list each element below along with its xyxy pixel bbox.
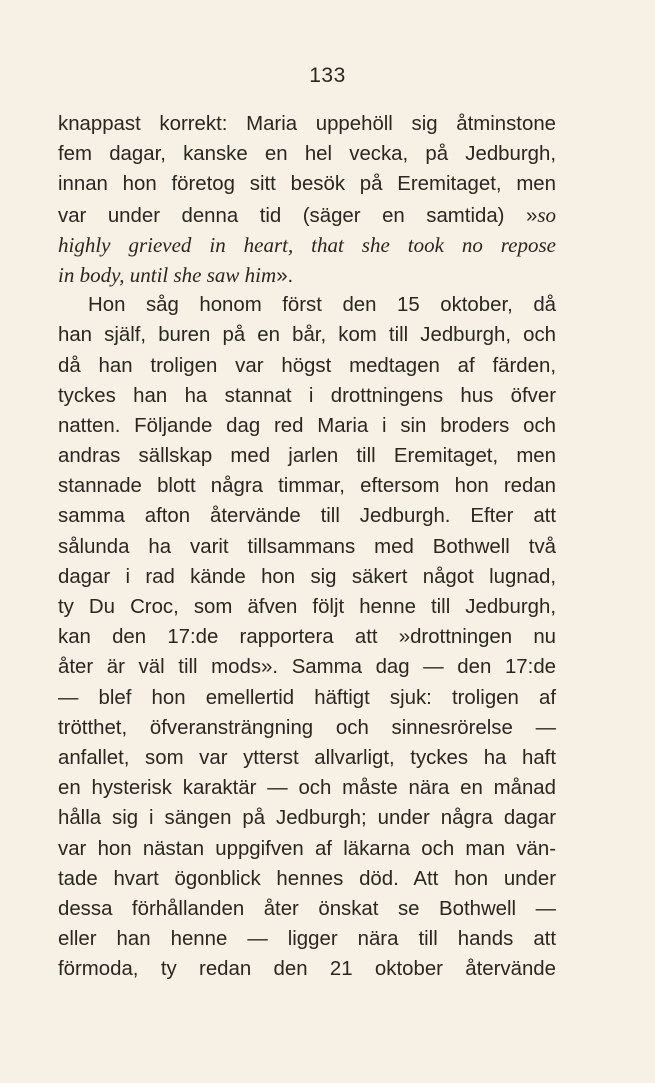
text-line: förmoda, ty redan den 21 oktober återvände (58, 958, 556, 981)
text-line: — blef hon emellertid häftigt sjuk: troligen af (58, 686, 556, 709)
text-line: hålla sig i sängen på Jedburgh; under några dagar (58, 807, 556, 830)
text-line: åter är väl till mods». Samma dag — den 17:de (58, 656, 556, 679)
text-line: tyckes han ha stannat i drottningens hus öfver (58, 384, 556, 407)
text-line: innan hon företog sitt besök på Eremitaget, men (58, 173, 556, 196)
text-line: anfallet, som var ytterst allvarligt, tyckes ha haft (58, 746, 556, 769)
text-line: han själf, buren på en bår, kom till Jedburgh, och (58, 324, 556, 347)
text-line: var under denna tid (säger en samtida) »so (58, 202, 556, 227)
text-line: trötthet, öfveransträngning och sinnesrörelse — (58, 716, 556, 739)
body-text (58, 109, 556, 984)
text-line: ty Du Croc, som äfven följt henne till Jedburgh, (58, 596, 556, 618)
text-line: andras sällskap med jarlen till Eremitaget, men (58, 445, 556, 468)
text-line: sålunda ha varit tillsammans med Bothwell två (58, 535, 556, 558)
text-line: knappast korrekt: Maria uppehöll sig åtminstone (58, 113, 556, 135)
text-line-paragraph-start: Hon såg honom först den 15 oktober, då (88, 294, 556, 317)
text-line: en hysterisk karaktär — och måste nära en månad (58, 777, 556, 800)
page-number: 133 (309, 64, 346, 87)
text-line: tade hvart ögonblick hennes död. Att hon under (58, 867, 556, 890)
text-line: då han troligen var högst medtagen af färden, (58, 354, 556, 377)
text-line-paragraph-end: in body, until she saw him». (58, 262, 294, 287)
text-line: stannade blott några timmar, eftersom hon redan (58, 475, 556, 498)
text-line: eller han henne — ligger nära till hands att (58, 928, 556, 951)
text-line: fem dagar, kanske en hel vecka, på Jedburgh, (58, 143, 556, 166)
text-line-italic: highly grieved in heart, that she took no repose (58, 232, 556, 257)
text-line: samma afton återvände till Jedburgh. Efter att (58, 505, 556, 528)
text-line: natten. Följande dag red Maria i sin broders och (58, 414, 556, 437)
text-line: dessa förhållanden åter önskat se Bothwell — (58, 897, 556, 920)
text-line: kan den 17:de rapportera att »drottningen nu (58, 626, 556, 649)
text-line: dagar i rad kände hon sig säkert något lugnad, (58, 565, 556, 588)
text-line: var hon nästan uppgifven af läkarna och man vän- (58, 837, 556, 860)
